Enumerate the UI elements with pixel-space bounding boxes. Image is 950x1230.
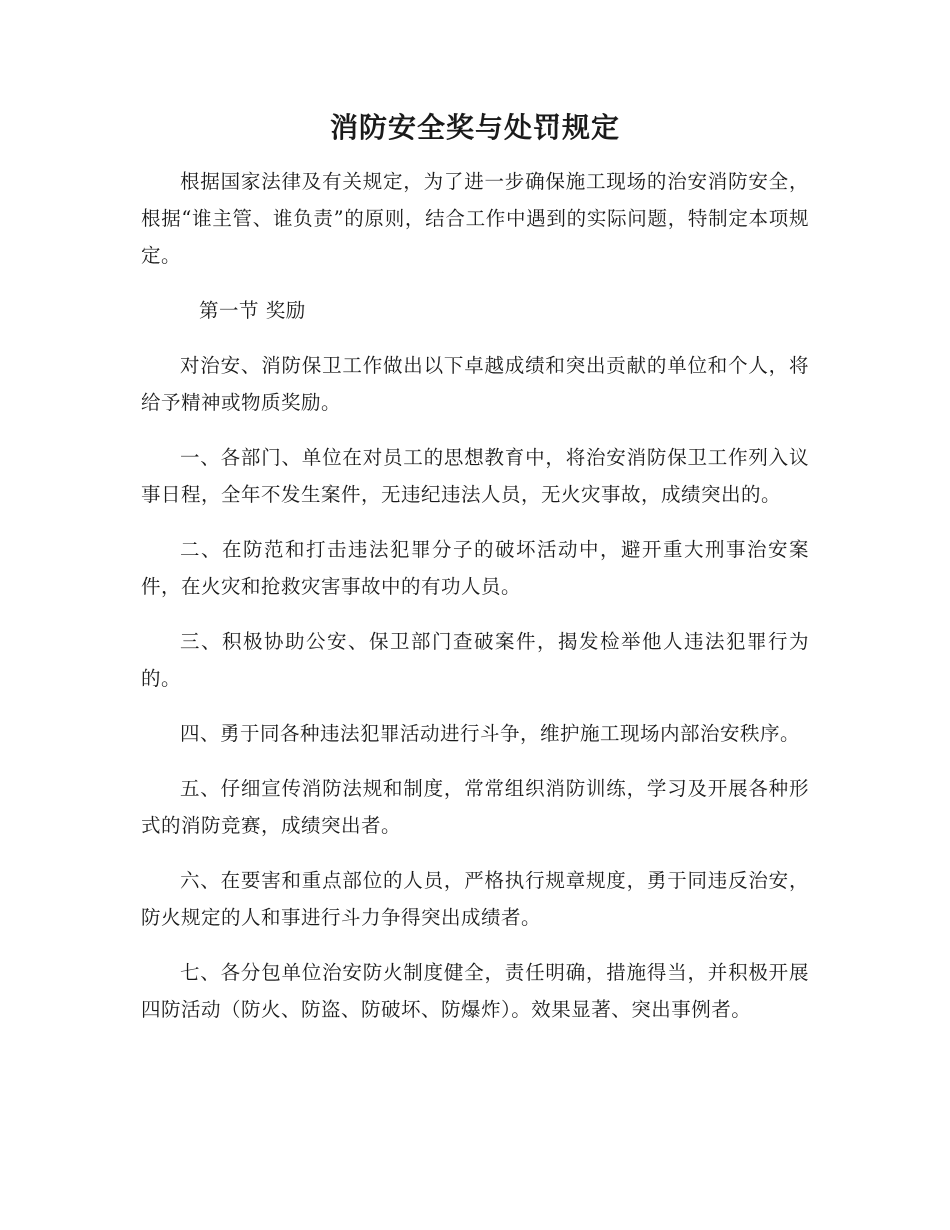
reward-item: 一、各部门、单位在对员工的思想教育中，将治安消防保卫工作列入议事日程，全年不发生案件，无违纪违法人员，无火灾事故，成绩突出的。 [141, 446, 809, 506]
reward-item: 七、各分包单位治安防火制度健全，责任明确，措施得当，并积极开展四防活动（防火、防盗、防破坏、防爆炸）。效果显著、突出事例者。 [141, 961, 809, 1021]
intro-paragraph: 根据国家法律及有关规定，为了进一步确保施工现场的治安消防安全，根据“谁主管、谁负责”的原则，结合工作中遇到的实际问题，特制定本项规定。 [141, 170, 809, 267]
reward-item: 三、积极协助公安、保卫部门查破案件，揭发检举他人违法犯罪行为的。 [141, 630, 809, 690]
section-heading-rewards: 第一节 奖励 [199, 299, 306, 322]
document-title: 消防安全奖与处罚规定 [329, 111, 620, 144]
reward-item: 四、勇于同各种违法犯罪活动进行斗争，维护施工现场内部治安秩序。 [180, 722, 801, 745]
reward-item: 五、仔细宣传消防法规和制度，常常组织消防训练，学习及开展各种形式的消防竞赛，成绩突出者。 [141, 777, 809, 837]
rewards-lead-paragraph: 对治安、消防保卫工作做出以下卓越成绩和突出贡献的单位和个人，将给予精神或物质奖励。 [141, 354, 809, 414]
document-body [141, 163, 809, 1028]
reward-item: 二、在防范和打击违法犯罪分子的破坏活动中，避开重大刑事治安案件，在火灾和抢救灾害事故中的有功人员。 [141, 538, 809, 598]
reward-item: 六、在要害和重点部位的人员，严格执行规章规度，勇于同违反治安，防火规定的人和事进行斗力争得突出成绩者。 [141, 869, 809, 929]
